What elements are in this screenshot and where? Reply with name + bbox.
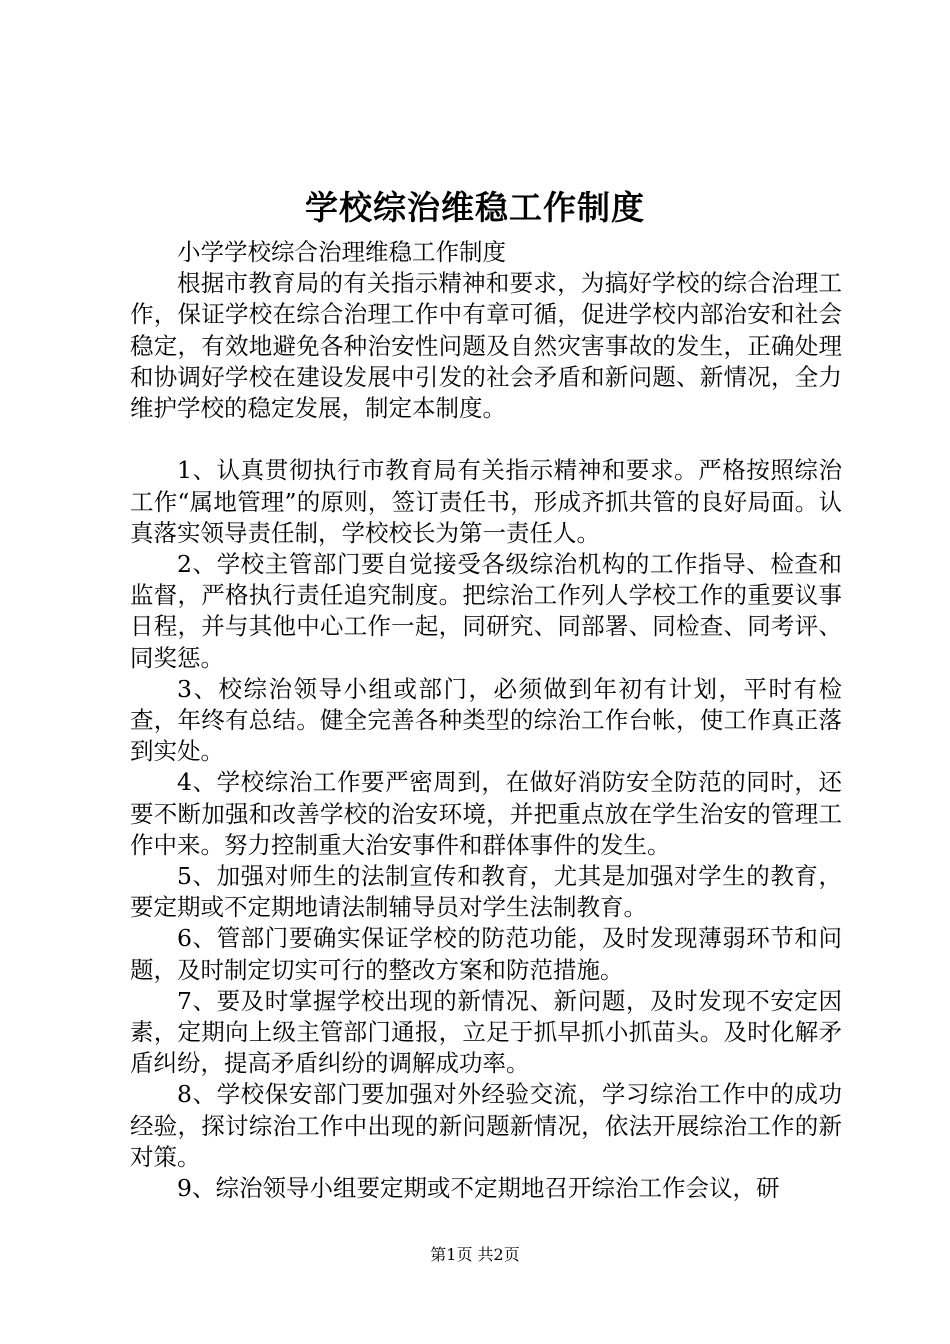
rule-item-2: 2、学校主管部门要自觉接受各级综治机构的工作指导、检查和监督，严格执行责任追究制度。把综治工作列人学校工作的重要议事日程，并与其他中心工作一起，同研究、同部署、同检查、同考评、同奖惩。 <box>130 550 842 672</box>
rule-item-4: 4、学校综治工作要严密周到，在做好消防安全防范的同时，还要不断加强和改善学校的治安环境，并把重点放在学生治安的管理工作中来。努力控制重大治安事件和群体事件的发生。 <box>130 768 842 859</box>
rule-item-6: 6、管部门要确实保证学校的防范功能，及时发现薄弱环节和问题，及时制定切实可行的整改方案和防范措施。 <box>130 924 842 984</box>
rule-item-3: 3、校综治领导小组或部门，必须做到年初有计划，平时有检查，年终有总结。健全完善各种类型的综治工作台帐，使工作真正落到实处。 <box>130 674 842 766</box>
rule-item-8: 8、学校保安部门要加强对外经验交流，学习综治工作中的成功经验，探讨综治工作中出现的新问题新情况，依法开展综治工作的新对策。 <box>130 1080 842 1171</box>
page-title: 学校综治维稳工作制度 <box>305 188 645 227</box>
rule-item-9: 9、综治领导小组要定期或不定期地召开综治工作会议，研 <box>177 1174 780 1203</box>
rule-item-5: 5、加强对师生的法制宣传和教育，尤其是加强对学生的教育，要定期或不定期地请法制辅导员对学生法制教育。 <box>130 862 842 922</box>
intro-paragraph: 根据市教育局的有关指示精神和要求，为搞好学校的综合治理工作，保证学校在综合治理工作中有章可循，促进学校内部治安和社会稳定，有效地避免各种治安性问题及自然灾害事故的发生，正确处理和协调好学校在建设发展中引发的社会矛盾和新问题、新情况，全力维护学校的稳定发展，制定本制度。 <box>130 269 842 423</box>
page-number: 第1页 共2页 <box>430 1245 520 1264</box>
paragraph-spacer <box>130 424 842 455</box>
document-body <box>130 237 842 1204</box>
rule-item-1: 1、认真贯彻执行市教育局有关指示精神和要求。严格按照综治工作“属地管理”的原则，签订责任书，形成齐抓共管的良好局面。认真落实领导责任制，学校校长为第一责任人。 <box>130 456 842 547</box>
subtitle: 小学学校综合治理维稳工作制度 <box>177 238 506 266</box>
rule-item-7: 7、要及时掌握学校出现的新情况、新问题，及时发现不安定因素，定期向上级主管部门通报，立足于抓早抓小抓苗头。及时化解矛盾纠纷，提高矛盾纠纷的调解成功率。 <box>130 986 842 1078</box>
